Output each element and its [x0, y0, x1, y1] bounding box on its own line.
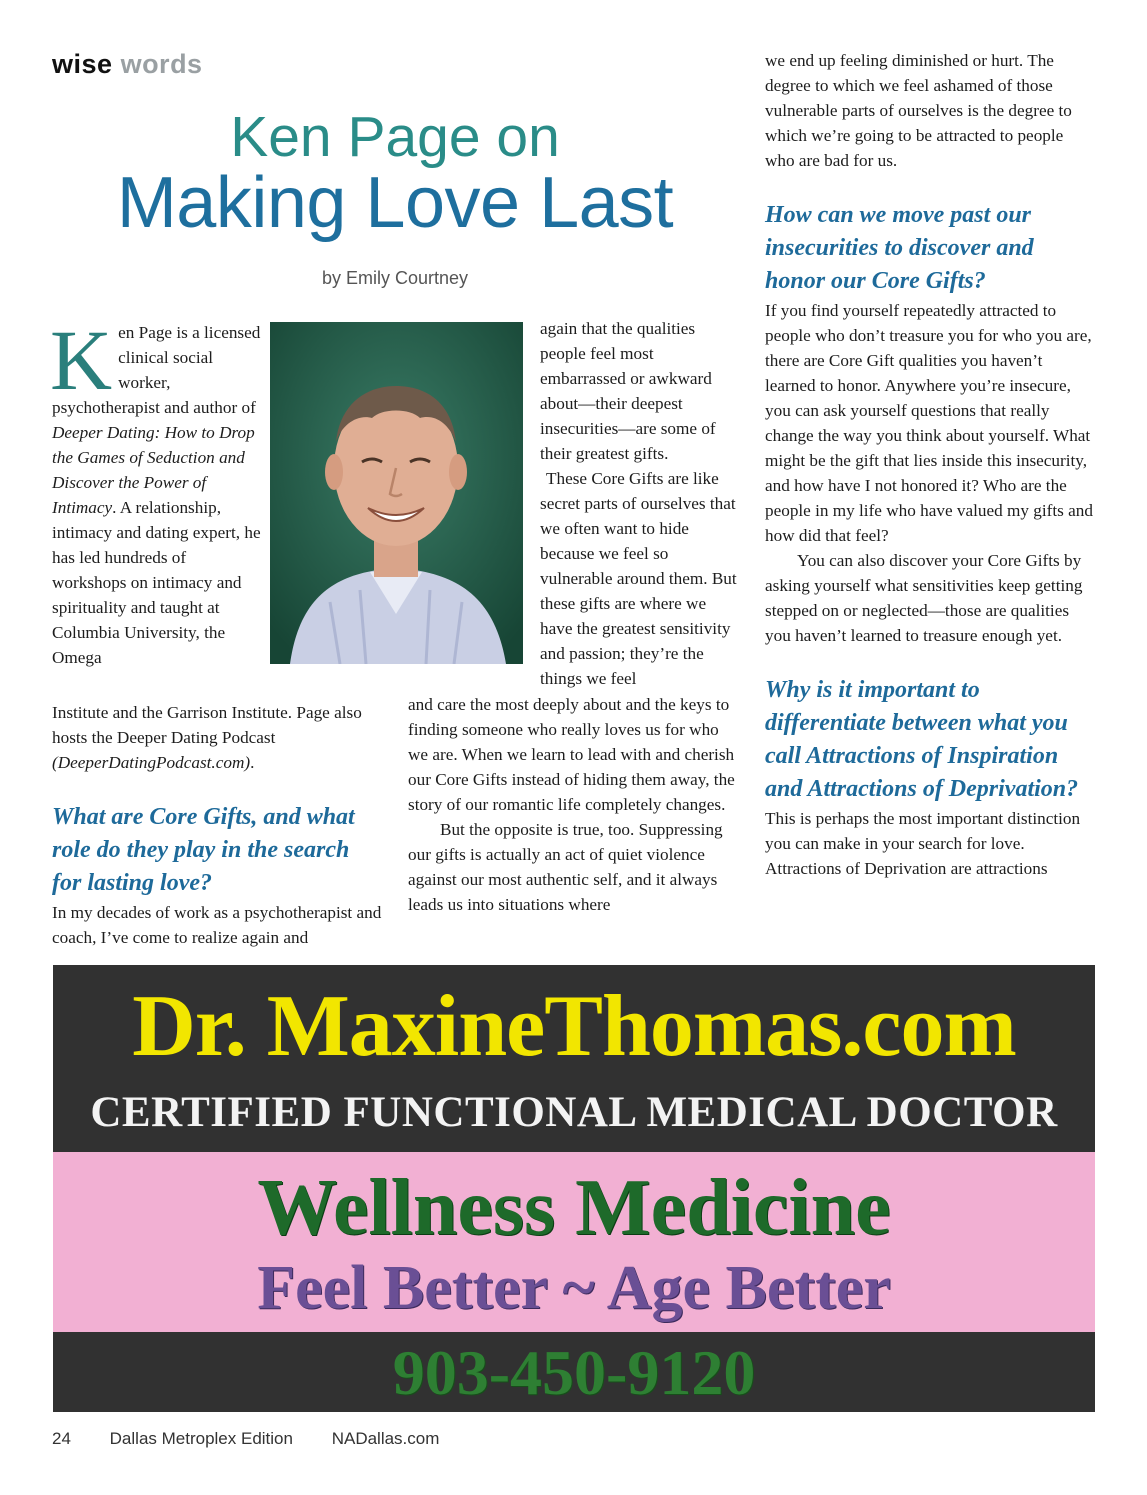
column2-paragraph2-bottom: and care the most deeply about and the keys to finding someone who really loves us for who we are. When we learn to lead with and cherish our Core Gifts instead of hiding them away, the story of our romantic life completely changes. [408, 695, 735, 814]
author-photo [270, 322, 523, 664]
intro-ending-text: Institute and the Garrison Institute. Page also hosts the Deeper Dating Podcast [52, 703, 362, 747]
column3 [765, 48, 1093, 881]
answer-sensitivities: You can also discover your Core Gifts by asking yourself what sensitivities keep getting stepped on or neglected—those are qualities you haven’t learned to treasure enough yet. [765, 551, 1083, 645]
section-tag-strong: wise [52, 49, 113, 79]
column2-paragraph3: But the opposite is true, too. Suppressing our gifts is actually an act of quiet violence against our most authentic self, and it always leads us into situations where [408, 820, 723, 914]
intro-continued: . A relationship, intimacy and dating expert, he has led hundreds of workshops on intimacy and spirituality and taught at Columbia University, the Omega [52, 498, 261, 667]
question-core-gifts: What are Core Gifts, and what role do they play in the search for lasting love? [52, 804, 355, 896]
article-title-line2: Making Love Last [116, 163, 674, 243]
page-number: 24 [52, 1429, 71, 1448]
drop-cap: K [50, 312, 113, 408]
edition-name: Dallas Metroplex Edition [109, 1429, 293, 1448]
question-attractions: Why is it important to differentiate between what you call Attractions of Inspiration and Attractions of Deprivation? [765, 677, 1079, 802]
ad-headline: Wellness Medicine [257, 1164, 891, 1252]
intro-lead: en Page is a licensed clinical social worker, psychotherapist and author of [52, 323, 261, 417]
ad-tagline: Feel Better ~ Age Better [257, 1254, 891, 1322]
section-tag-light: words [120, 49, 203, 79]
section-tag [52, 48, 203, 80]
column1-bottom [52, 700, 382, 950]
column2-paragraph1: again that the qualities people feel most embarrassed or awkward about—their deepest insecurities—are some of their greatest gifts. [540, 319, 716, 463]
ad-domain: Dr. MaxineThomas.com [132, 978, 1016, 1075]
advertisement[interactable] [53, 965, 1095, 1412]
answer-core-gifts-start: In my decades of work as a psychotherapist and coach, I’ve come to realize again and [52, 903, 382, 947]
column2-bottom [408, 692, 743, 917]
page-footer [52, 1428, 473, 1450]
ad-phone: 903-450-9120 [392, 1337, 756, 1408]
site-link[interactable]: NADallas.com [331, 1429, 440, 1448]
column3-paragraph1: we end up feeling diminished or hurt. The degree to which we feel ashamed of those vulnerable parts of ourselves is the degree to which we’re going to be attracted to people who are bad for us. [765, 51, 1072, 170]
book-title: Deeper Dating: How to Drop the Games of Seduction and Discover the Power of Intimacy [52, 423, 255, 517]
intro-ending-period: . [250, 753, 255, 772]
column2-paragraph2-top: These Core Gifts are like secret parts of ourselves that we often want to hide because we feel so vulnerable around them. But these gifts are where we have the greatest sensitivity and passion; they’re the things we feel [540, 469, 737, 688]
intro-paragraph [50, 312, 262, 670]
ad-subtitle: CERTIFIED FUNCTIONAL MEDICAL DOCTOR [90, 1089, 1058, 1136]
article-title-line1: Ken Page on [230, 105, 560, 169]
byline: by Emily Courtney [321, 268, 469, 288]
question-insecurities: How can we move past our insecurities to discover and honor our Core Gifts? [765, 202, 1034, 294]
answer-insecurities: If you find yourself repeatedly attracted to people who don’t treasure you for who you are, there are Core Gift qualities you haven’t learned to honor. Anywhere you’re insecure, you can ask yourself questions that really change the way you think about yourself. What might be the gift that lies inside this insecurity, and how have I not honored it? Who are the people in my life who have valued my gifts and how did that feel? [765, 301, 1093, 545]
portrait-illustration [270, 322, 523, 664]
podcast-url: (DeeperDatingPodcast.com) [52, 753, 251, 772]
answer-attractions-start: This is perhaps the most important distinction you can make in your search for love. Attractions of Deprivation are attractions [765, 809, 1081, 878]
column2-top [540, 316, 740, 691]
intro-ending [52, 700, 382, 775]
